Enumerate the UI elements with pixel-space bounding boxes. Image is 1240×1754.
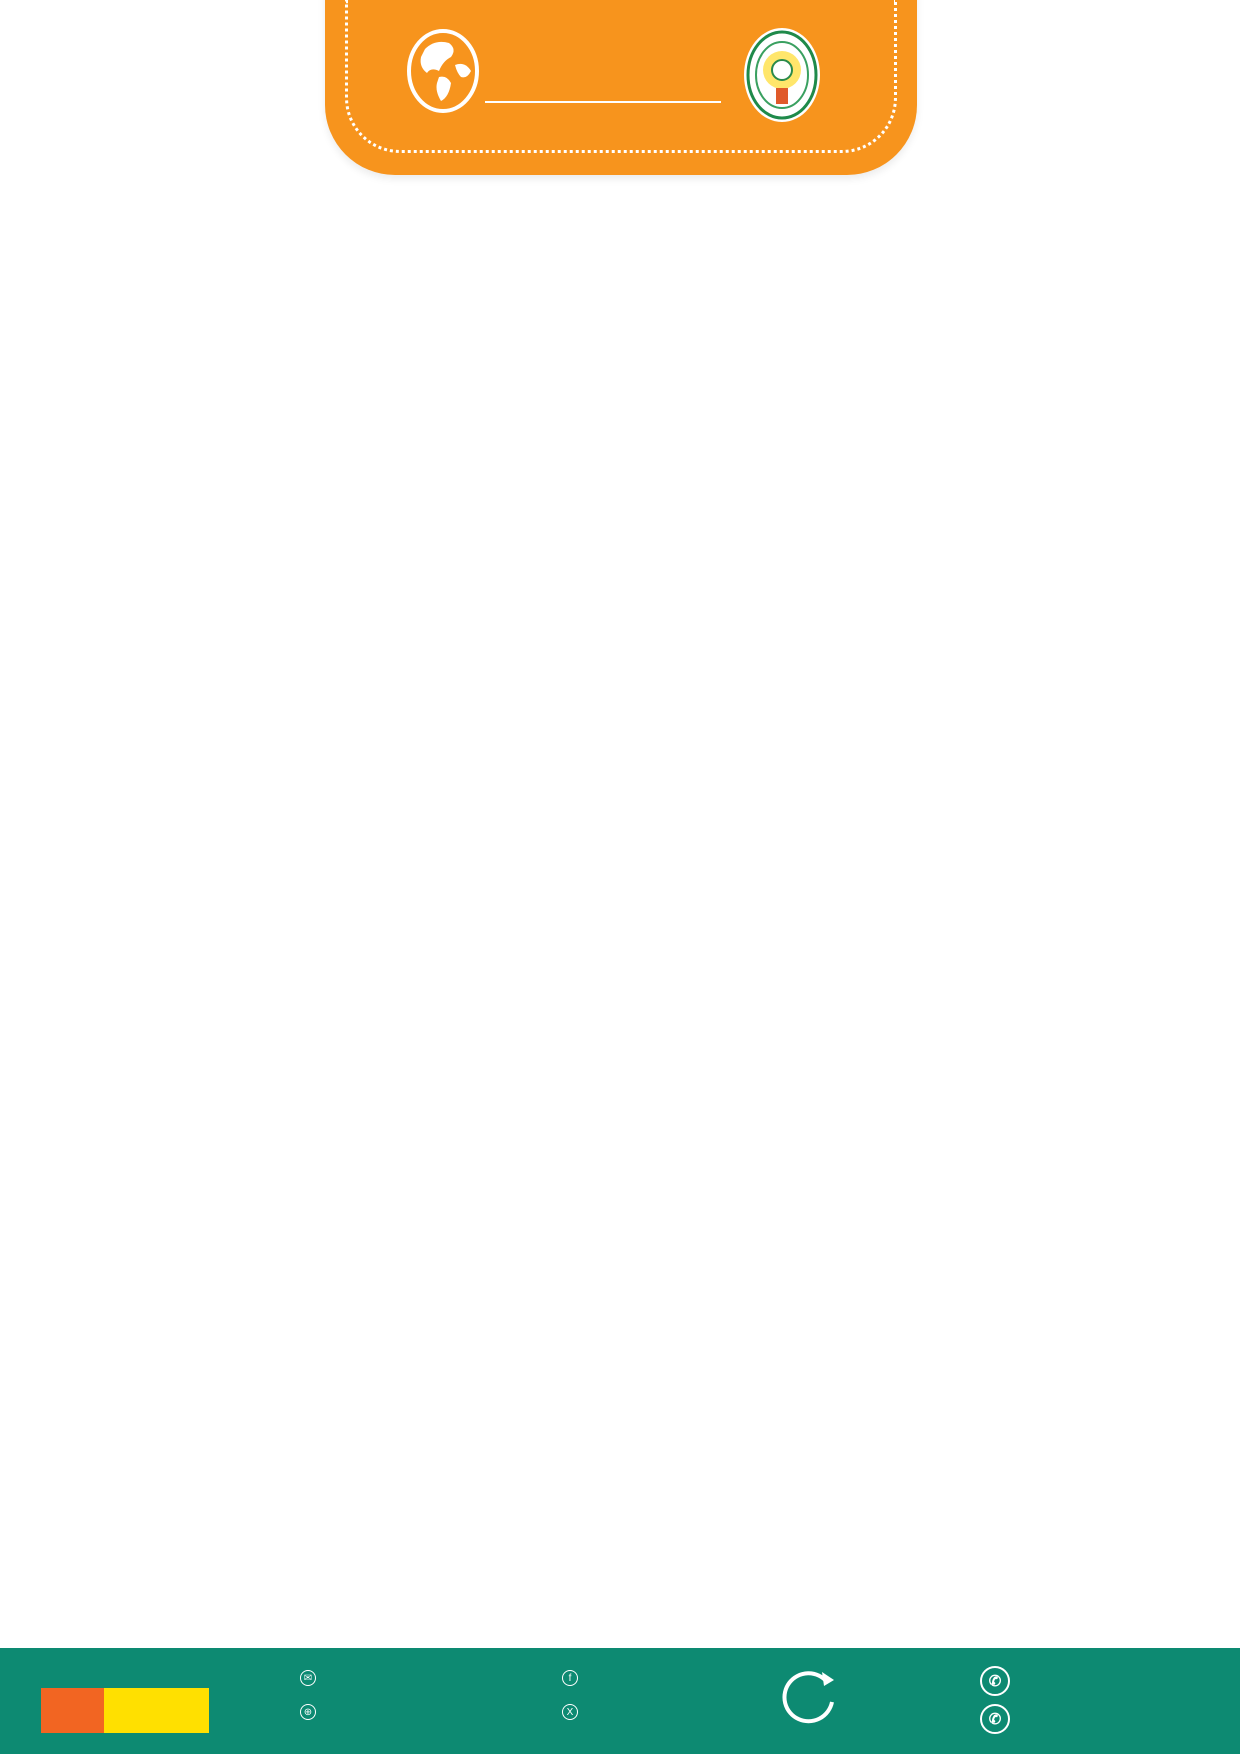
globe-icon xyxy=(405,27,481,115)
left-column xyxy=(88,244,608,278)
phone-link[interactable] xyxy=(980,1666,1018,1696)
x-twitter-icon: X xyxy=(562,1704,578,1720)
page-number xyxy=(41,1688,110,1733)
facebook-icon: f xyxy=(562,1670,578,1686)
right-color-strip xyxy=(1199,0,1240,1648)
globe-web-icon: ⊕ xyxy=(300,1704,316,1720)
website-link[interactable] xyxy=(300,1704,322,1720)
left-color-strip xyxy=(0,0,41,1648)
whatsapp-link[interactable] xyxy=(980,1704,1018,1734)
ap-emblem-icon xyxy=(742,26,822,124)
email-link[interactable] xyxy=(300,1670,322,1686)
twitter-link[interactable] xyxy=(562,1704,584,1720)
logo-divider xyxy=(485,101,721,103)
footer-bar xyxy=(0,1648,1240,1754)
helpline-24-7-icon xyxy=(782,1668,836,1728)
issue-date xyxy=(104,1688,209,1733)
phone-icon: ✆ xyxy=(980,1666,1010,1696)
whatsapp-icon: ✆ xyxy=(980,1704,1010,1734)
logo-wordmark xyxy=(482,10,722,105)
mail-icon: ✉ xyxy=(300,1670,316,1686)
facebook-link[interactable] xyxy=(562,1670,584,1686)
